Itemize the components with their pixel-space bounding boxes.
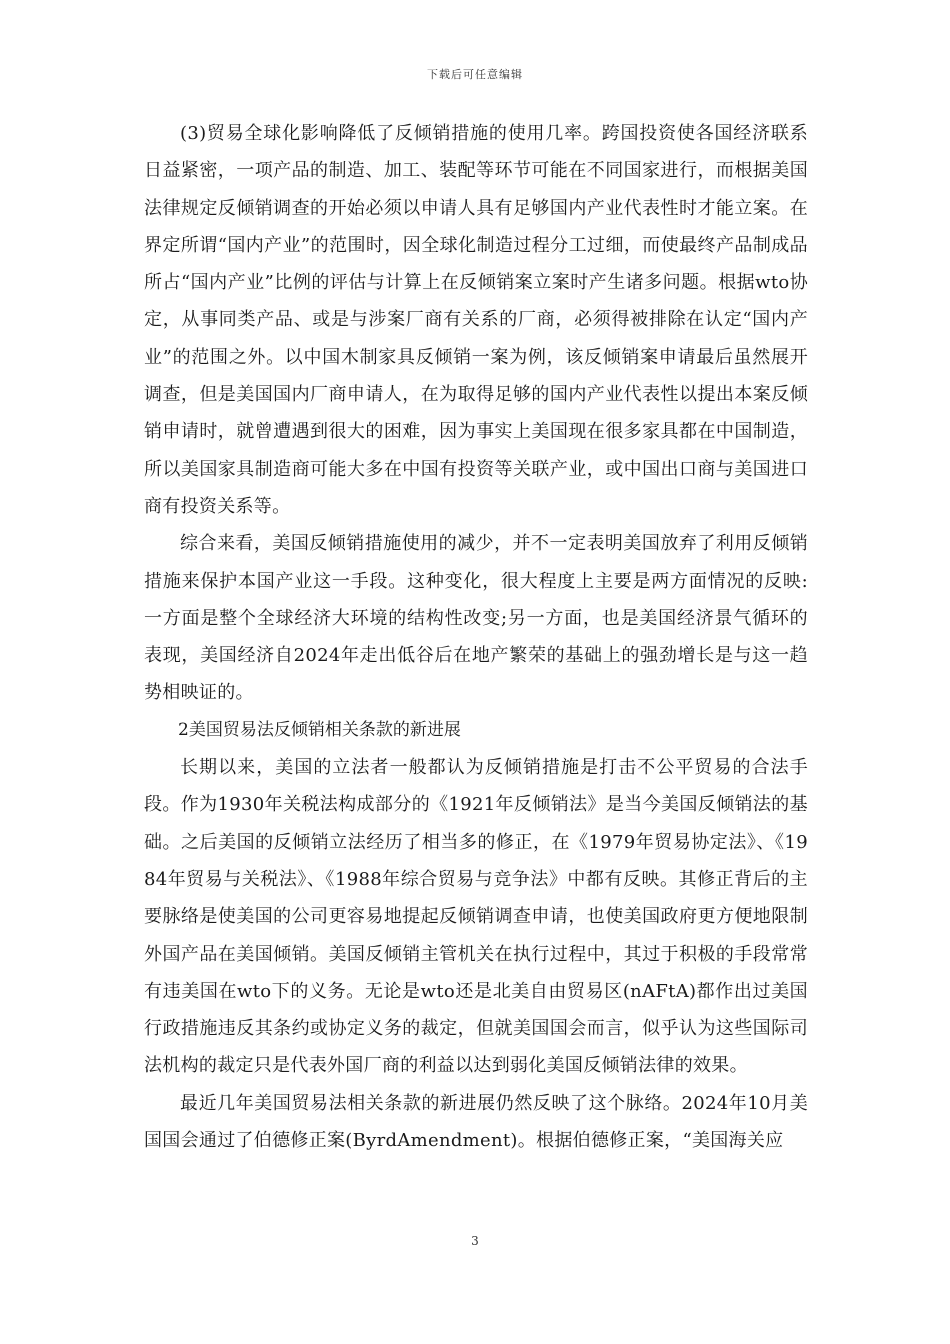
- paragraph-byrd-amendment: 最近几年美国贸易法相关条款的新进展仍然反映了这个脉络。2024年10月美国国会通过了伯德修正案(ByrdAmendment)。根据伯德修正案，“美国海关应: [144, 1092, 808, 1152]
- page-content: [144, 115, 808, 1159]
- paragraph-summary: 综合来看，美国反倾销措施使用的减少，并不一定表明美国放弃了利用反倾销措施来保护本国产业这一手段。这种变化，很大程度上主要是两方面情况的反映:一方面是整个全球经济大环境的结构性改变;另一方面，也是美国经济景气循环的表现，美国经济自2024年走出低谷后在地产繁荣的基础上的强劲增长是与这一趋势相映证的。: [144, 533, 808, 704]
- paragraph-legislation-history: 长期以来，美国的立法者一般都认为反倾销措施是打击不公平贸易的合法手段。作为1930年关税法构成部分的《1921年反倾销法》是当今美国反倾销法的基础。之后美国的反倾销立法经历了相当多的修正，在《1979年贸易协定法》、《1984年贸易与关税法》、《1988年综合贸易与竞争法》中都有反映。其修正背后的主要脉络是使美国的公司更容易地提起反倾销调查申请，也使美国政府更方便地限制外国产品在美国倾销。美国反倾销主管机关在执行过程中，其过于积极的手段常常有违美国在wto下的义务。无论是wto还是北美自由贸易区(nAFtA)都作出过美国行政措施违反其条约或协定义务的裁定，但就美国国会而言，似乎认为这些国际司法机构的裁定只是代表外国厂商的利益以达到弱化美国反倾销法律的效果。: [144, 757, 808, 1077]
- section-heading: 2美国贸易法反倾销相关条款的新进展: [178, 719, 461, 740]
- paragraph-globalization: (3)贸易全球化影响降低了反倾销措施的使用几率。跨国投资使各国经济联系日益紧密，一项产品的制造、加工、装配等环节可能在不同国家进行，而根据美国法律规定反倾销调查的开始必须以申请人具有足够国内产业代表性时才能立案。在界定所谓“国内产业”的范围时，因全球化制造过程分工过细，而使最终产品制成品所占“国内产业”比例的评估与计算上在反倾销案立案时产生诸多问题。根据wto协定，从事同类产品、或是与涉案厂商有关系的厂商，必须得被排除在认定“国内产业”的范围之外。以中国木制家具反倾销一案为例，该反倾销案申请最后虽然展开调查，但是美国国内厂商申请人，在为取得足够的国内产业代表性以提出本案反倾销申请时，就曾遭遇到很大的困难，因为事实上美国现在很多家具都在中国制造，所以美国家具制造商可能大多在中国有投资等关联产业，或中国出口商与美国进口商有投资关系等。: [144, 123, 808, 517]
- page-header: 下载后可任意编辑: [427, 68, 523, 81]
- page-number: 3: [471, 1234, 479, 1248]
